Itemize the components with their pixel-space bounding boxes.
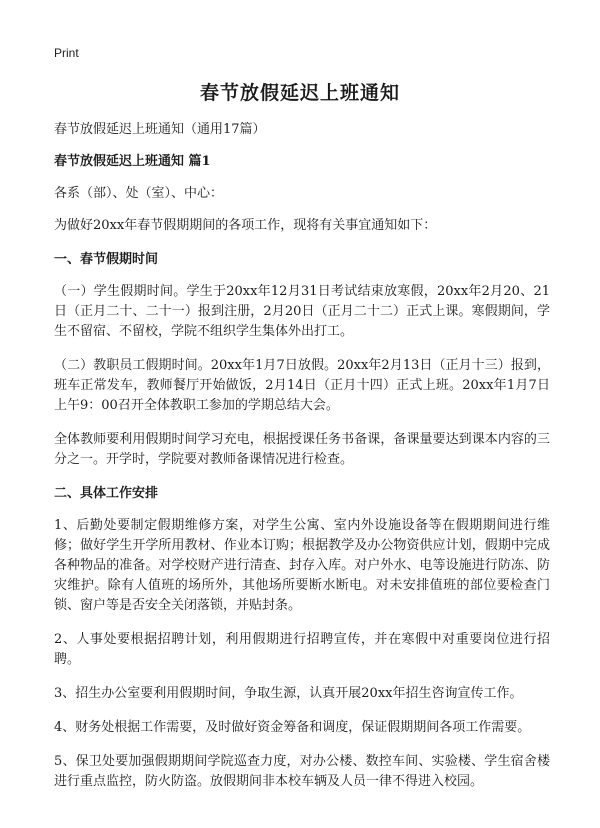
paragraph-security: 5、保卫处要加强假期期间学院巡查力度，对办公楼、数控车间、实验楼、学生宿舍楼进行重点监控，防火防盗。放假期间非本校车辆及人员一律不得进入校园。 bbox=[54, 754, 550, 789]
print-label: Print bbox=[54, 46, 79, 60]
paragraph-personnel: 2、人事处要根据招聘计划，利用假期进行招聘宣传，并在寒假中对重要岗位进行招聘。 bbox=[54, 632, 550, 667]
paragraph-teacher-study: 全体教师要利用假期时间学习充电，根据授课任务书备课，备课量要达到课本内容的三分之一。开学时，学院要对教师备课情况进行检查。 bbox=[54, 432, 550, 467]
document-subtitle: 春节放假延迟上班通知（通用17篇） bbox=[54, 122, 266, 137]
document-title: 春节放假延迟上班通知 bbox=[199, 82, 400, 104]
paragraph-staff-holiday: （二）教职员工假期时间。20xx年1月7日放假。20xx年2月13日（正月十三）报到，班车正常发车，教师餐厅开始做饭，2月14日（正月十四）正式上班。20xx年1月7日上午9：00召开全体教职工参加的学期总结大会。 bbox=[54, 358, 550, 413]
document-body bbox=[54, 120, 550, 806]
paragraph-admissions: 3、招生办公室要利用假期时间，争取生源，认真开展20xx年招生咨询宣传工作。 bbox=[54, 686, 523, 701]
intro-paragraph: 为做好20xx年春节假期期间的各项工作，现将有关事宜通知如下： bbox=[54, 218, 437, 233]
part-heading: 春节放假延迟上班通知 篇1 bbox=[54, 154, 211, 169]
salutation: 各系（部）、处（室）、中心： bbox=[54, 186, 224, 201]
section-heading-work-arrangement: 二、具体工作安排 bbox=[54, 486, 159, 501]
paragraph-logistics: 1、后勤处要制定假期维修方案，对学生公寓、室内外设施设备等在假期期间进行维修；做好学生开学所用教材、作业本订购；根据教学及办公物资供应计划，假期中完成各种物品的准备。对学校财产进行清查、封存入库。对户外水、电等设施进行防冻、防灾维护。除有人值班的场所外，其他场所要断水断电。对未安排值班的部位要检查门锁、窗户等是否安全关闭落锁，并贴封条。 bbox=[54, 518, 550, 613]
paragraph-finance: 4、财务处根据工作需要，及时做好资金筹备和调度，保证假期期间各项工作需要。 bbox=[54, 720, 531, 735]
section-heading-holiday-time: 一、春节假期时间 bbox=[54, 252, 159, 267]
paragraph-student-holiday: （一）学生假期时间。学生于20xx年12月31日考试结束放寒假，20xx年2月20、21日（正月二十、二十一）报到注册，2月20日（正月二十二）正式上课。寒假期间，学生不留宿、不留校，学院不组织学生集体外出打工。 bbox=[54, 284, 550, 339]
